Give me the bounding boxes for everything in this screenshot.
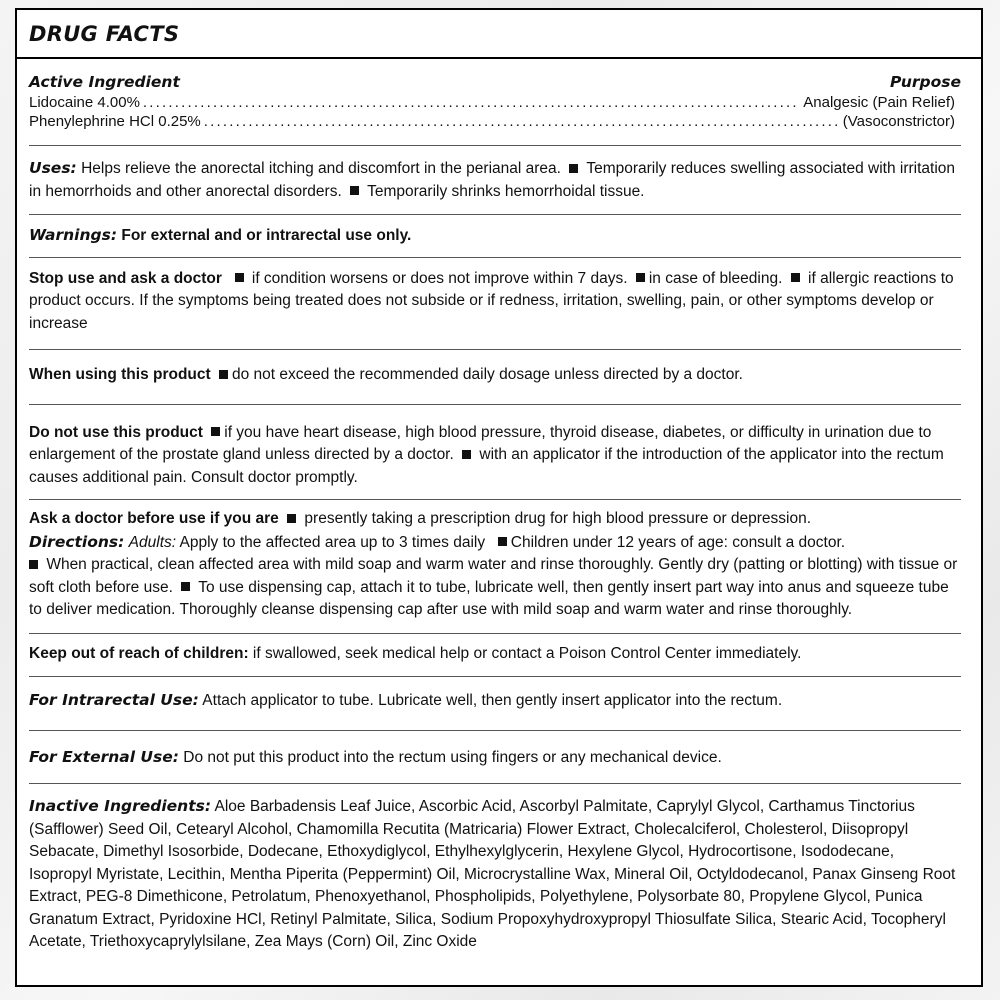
- do-not-use-heading: Do not use this product: [29, 423, 203, 441]
- inactive-ingredients-text: Aloe Barbadensis Leaf Juice, Ascorbic Acid, Ascorbyl Palmitate, Caprylyl Glycol, Carthamus Tinctorius (Safflower) Seed Oil, Cetearyl Alcohol, Chamomilla Recutita (Matricaria) Flower Extract, Cholecalciferol, Cholesterol, Diisopropyl Sebacate, Dimethyl Isosorbide, Dodecane, Ethoxydiglycol, Ethylhexylglycerin, Hexylene Glycol, Hydrocortisone, Isododecane, Isopropyl Myristate, Lecithin, Mentha Piperita (Peppermint) Oil, Microcrystalline Wax, Mineral Oil, Octyldodecanol, Panax Ginseng Root Extract, PEG-8 Dimethicone, Petrolatum, Phenoxyethanol, Phospholipids, Polyethylene, Polysorbate 80, Propylene Glycol, Punica Granatum Extract, Pyridoxine HCl, Retinyl Palmitate, Silica, Sodium Propoxyhydroxypropyl Thiosulfate Silica, Stearic Acid, Tocopheryl Acetate, Triethoxycaprylylsilane, Zea Mays (Corn) Oil, Zinc Oxide: [29, 798, 956, 950]
- uses-item: Temporarily shrinks hemorrhoidal tissue.: [367, 182, 645, 200]
- stop-use-item: if allergic reactions to product occurs. If the symptoms being treated does not subside or if redness, irritation, swelling, pain, or other symptoms develop or increase: [29, 269, 954, 332]
- square-bullet-icon: [462, 450, 471, 459]
- square-bullet-icon: [350, 186, 359, 195]
- intrarectal-text: Attach applicator to tube. Lubricate well, then gently insert applicator into the rectum.: [202, 692, 783, 709]
- dot-leader: [143, 93, 800, 112]
- uses-item: Helps relieve the anorectal itching and discomfort in the perianal area.: [81, 160, 561, 177]
- square-bullet-icon: [287, 514, 296, 523]
- drug-facts-content: [17, 59, 981, 964]
- when-using-section: [29, 350, 961, 405]
- stop-use-item: in case of bleeding.: [648, 269, 783, 287]
- active-ingredient-heading: Active Ingredient: [29, 73, 180, 91]
- directions-block: [29, 531, 961, 622]
- square-bullet-icon: [29, 560, 38, 569]
- square-bullet-icon: [211, 427, 220, 436]
- when-using-item: do not exceed the recommended daily dosage unless directed by a doctor.: [232, 366, 743, 383]
- stop-use-heading: Stop use and ask a doctor: [29, 269, 222, 287]
- square-bullet-icon: [498, 537, 507, 546]
- keep-out-text: if swallowed, seek medical help or contact a Poison Control Center immediately.: [252, 644, 802, 662]
- active-ingredient-row: [29, 112, 961, 131]
- do-not-use-item: if you have heart disease, high blood pressure, thyroid disease, diabetes, or difficulty in urination due to enlargement of the prostate gland unless directed by a doctor.: [29, 423, 932, 463]
- active-ingredient-section: [29, 59, 961, 146]
- inactive-ingredients-heading: Inactive Ingredients:: [29, 797, 212, 815]
- square-bullet-icon: [636, 273, 645, 282]
- intrarectal-heading: For Intrarectal Use:: [29, 691, 199, 709]
- directions-item: Children under 12 years of age: consult a doctor.: [510, 533, 846, 551]
- warnings-section: [29, 215, 961, 258]
- ask-doctor-block: [29, 508, 961, 531]
- external-use-section: [29, 731, 961, 785]
- stop-use-section: [29, 258, 961, 351]
- intrarectal-use-section: [29, 677, 961, 731]
- ingredient-name: Phenylephrine HCl 0.25%: [29, 113, 201, 130]
- uses-section: [29, 146, 961, 215]
- keep-out-heading: Keep out of reach of children:: [29, 644, 249, 662]
- ingredient-purpose: Analgesic (Pain Relief): [803, 94, 955, 111]
- do-not-use-item: with an applicator if the introduction of the applicator into the rectum causes additional pain. Consult doctor promptly.: [29, 446, 944, 486]
- uses-heading: Uses:: [29, 159, 77, 177]
- purpose-heading: Purpose: [890, 73, 961, 91]
- directions-heading: Directions:: [29, 532, 125, 551]
- active-ingredient-header: [29, 73, 961, 92]
- square-bullet-icon: [235, 273, 244, 282]
- square-bullet-icon: [569, 164, 578, 173]
- directions-item: When practical, clean affected area with mild soap and warm water and rinse thoroughly. Gently dry (patting or blotting) with tissue or soft cloth before use.: [29, 556, 958, 596]
- warnings-heading: Warnings:: [29, 226, 118, 244]
- ask-doctor-heading: Ask a doctor before use if you are: [29, 510, 279, 527]
- warnings-text: For external and or intrarectal use only.: [121, 227, 412, 244]
- when-using-heading: When using this product: [29, 366, 211, 383]
- drug-facts-title: DRUG FACTS: [29, 21, 180, 46]
- title-bar: [17, 10, 981, 59]
- ingredient-name: Lidocaine 4.00%: [29, 94, 140, 111]
- directions-adults-label: Adults:: [128, 533, 177, 551]
- drug-facts-panel: [15, 8, 983, 987]
- ingredient-purpose: (Vasoconstrictor): [842, 113, 955, 130]
- square-bullet-icon: [181, 582, 190, 591]
- keep-out-of-reach-section: [29, 634, 961, 678]
- ask-doctor-item: presently taking a prescription drug for high blood pressure or depression.: [304, 510, 812, 527]
- external-heading: For External Use:: [29, 747, 179, 766]
- active-ingredient-row: [29, 93, 961, 112]
- directions-adults-text: Apply to the affected area up to 3 times daily: [179, 533, 486, 551]
- do-not-use-section: [29, 405, 961, 501]
- square-bullet-icon: [219, 370, 228, 379]
- square-bullet-icon: [791, 273, 800, 282]
- directions-item: To use dispensing cap, attach it to tube, lubricate well, then gently insert part way into anus and squeeze tube to deliver medication. Thoroughly cleanse dispensing cap after use with mild soap and warm water and rinse thoroughly.: [29, 578, 949, 618]
- stop-use-item: if condition worsens or does not improve within 7 days.: [251, 269, 628, 287]
- ask-doctor-directions-section: [29, 500, 961, 634]
- inactive-ingredients-section: [29, 784, 961, 964]
- dot-leader: [204, 112, 840, 131]
- external-text: Do not put this product into the rectum using fingers or any mechanical device.: [183, 748, 722, 766]
- uses-item: Temporarily reduces swelling associated with irritation in hemorrhoids and other anorectal disorders.: [29, 160, 956, 200]
